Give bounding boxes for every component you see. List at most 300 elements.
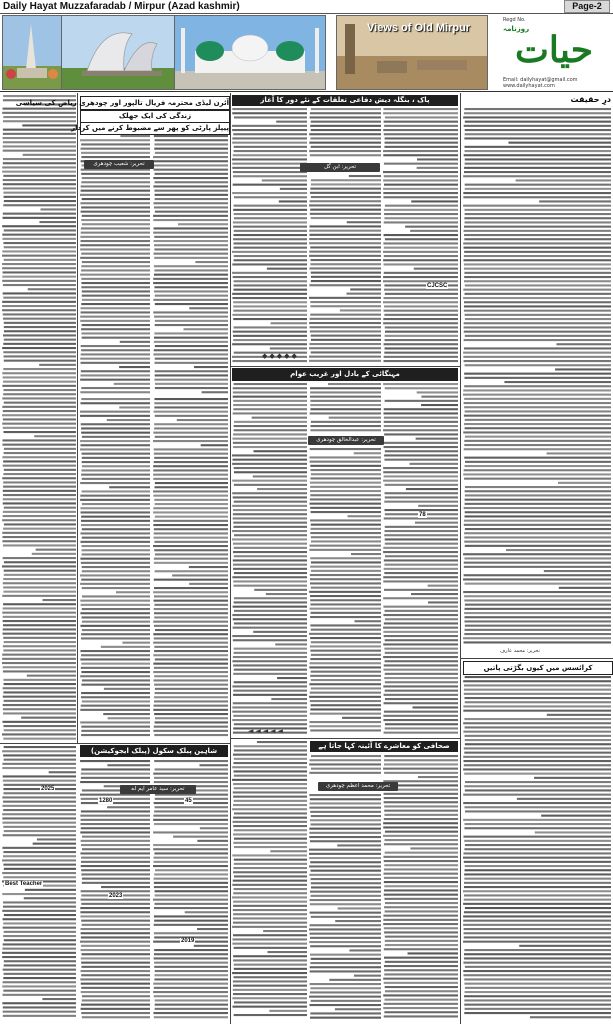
text-line [384,255,458,257]
text-line [384,247,458,249]
text-line [39,221,76,223]
text-line [383,242,458,244]
text-line [463,356,611,358]
text-line [80,320,150,322]
text-line [232,480,307,482]
text-line [309,865,381,867]
text-line [153,642,228,644]
text-line [234,758,307,760]
text-line [4,960,76,962]
text-line [310,899,381,901]
text-line [81,156,150,158]
text-line [42,998,76,1000]
text-line [2,658,76,660]
text-line [234,622,307,624]
text-line [81,903,150,905]
text-line [82,848,150,850]
text-line [2,662,76,664]
text-line [464,520,611,522]
text-line [233,618,307,620]
text-line [82,295,150,297]
text-line [3,578,76,580]
text-line [309,666,381,668]
text-line [3,628,76,630]
text-line [385,618,458,620]
text-line [311,958,381,960]
text-line [383,129,458,131]
text-line [277,677,307,679]
text-line [154,411,228,413]
text-line [310,608,381,610]
text-line [310,1017,381,1019]
text-line [154,453,228,455]
text-line [114,383,150,385]
text-line [340,309,381,311]
text-line [81,1008,150,1010]
text-line [80,248,150,250]
text-line [310,603,381,605]
text-line [384,314,458,316]
text-line [3,427,76,429]
text-line [2,612,76,614]
text-line [82,616,150,618]
text-line [421,404,458,406]
text-line [384,801,458,803]
text-line [271,322,307,324]
text-line [465,726,611,728]
text-line [384,793,458,795]
text-line [3,410,76,412]
text-line [2,796,76,798]
text-line [232,972,307,974]
text-line [463,637,611,639]
text-line [183,328,228,330]
text-line [310,966,381,968]
text-line [81,637,150,639]
page-number-badge: Page-2 [564,0,610,13]
text-line [463,962,611,964]
text-line [383,631,458,633]
text-line [154,700,228,702]
text-line [415,522,458,524]
text-line [155,629,228,631]
text-line [384,209,458,211]
text-line [465,604,611,606]
text-line [384,982,458,984]
text-line [310,729,381,731]
text-line [385,555,458,557]
text-line [154,612,228,614]
text-line [311,196,381,198]
text-line [463,196,611,198]
text-line [154,265,228,267]
text-line [101,886,150,888]
text-line [4,914,76,916]
text-line [153,156,228,158]
text-line [153,899,228,901]
text-line [3,376,76,378]
text-line [384,433,458,435]
text-line [155,903,228,905]
text-line [465,789,611,791]
text-line [80,815,150,817]
text-line [2,414,76,416]
text-line [384,184,458,186]
text-line [82,1016,150,1018]
text-line [465,966,611,968]
text-line [3,809,76,811]
text-line [384,163,458,165]
text-line [383,580,458,582]
text-line [233,989,307,991]
text-line [233,585,307,587]
text-line [465,158,611,160]
text-line [232,997,307,999]
text-line [464,457,611,459]
text-line [155,553,228,555]
text-line [464,557,611,559]
text-line [233,913,307,915]
text-line [385,116,458,118]
column-rule [230,93,231,1024]
text-line [232,129,307,131]
text-line [3,502,76,504]
text-line [3,116,76,118]
text-line [385,335,458,337]
text-line [279,200,307,202]
section-rule [0,743,230,744]
text-line [154,924,228,926]
text-line [232,614,307,616]
text-line [3,696,76,698]
text-line [384,965,458,967]
text-line [3,780,76,782]
text-line [310,301,381,303]
text-line [383,280,458,282]
text-line [197,928,228,930]
text-line [383,322,458,324]
text-line [232,112,307,114]
text-line [2,112,76,114]
text-line [81,332,150,334]
text-line [234,213,307,215]
text-line [383,480,458,482]
text-line [385,727,458,729]
text-line [232,142,307,144]
text-line [80,391,150,393]
text-line [3,935,76,937]
text-line [234,976,307,978]
text-line [80,274,150,276]
text-line [309,242,381,244]
text-line [2,385,76,387]
text-line [154,532,228,534]
text-line [3,943,76,945]
text-line [232,314,307,316]
text-line [385,205,458,207]
text-line [464,957,611,959]
text-line [3,393,76,395]
text-line [233,833,307,835]
text-line [465,735,611,737]
text-line [310,861,381,863]
text-line [383,251,458,253]
text-line [233,938,307,940]
text-line [234,597,307,599]
text-line [82,465,150,467]
text-line [463,924,611,926]
text-line [384,133,458,135]
text-line [385,293,458,295]
text-line [233,305,307,307]
text-line [80,941,150,943]
text-line [384,885,458,887]
text-line [335,1008,381,1010]
text-line [311,146,381,148]
text-line [310,637,381,639]
text-line [3,292,76,294]
politics-headline-1: آئرن لیڈی محترمہ فریال تالپور اور چودھری ریاض کی سیاسی [80,96,230,110]
text-line [233,880,307,882]
text-line [3,381,76,383]
text-line [2,305,76,307]
text-line [3,120,76,122]
text-line [3,901,76,903]
text-line [233,339,307,341]
text-line [310,599,381,601]
text-line [2,519,76,521]
text-line [309,234,381,236]
text-line [4,355,76,357]
text-line [465,213,611,215]
text-line [232,192,307,194]
text-line [464,322,611,324]
text-line [154,587,228,589]
text-line [270,347,307,349]
text-line [310,798,381,800]
text-line [384,763,458,765]
text-line [155,869,228,871]
text-line [384,534,458,536]
text-line [463,389,611,391]
text-line [338,907,381,909]
text-line [4,570,76,572]
text-line [310,658,381,660]
figure-78: 78 [419,512,426,518]
text-line [310,192,381,194]
text-line [464,171,611,173]
text-line [310,1012,381,1014]
text-line [154,734,228,736]
old-mirpur-photo [336,15,488,90]
text-line [80,358,150,360]
text-line [309,996,381,998]
text-line [383,171,458,173]
text-line [465,907,611,909]
text-line [275,643,307,645]
text-line [233,959,307,961]
text-line [384,969,458,971]
text-line [3,582,76,584]
text-line [153,524,228,526]
text-line [233,396,307,398]
text-line [544,570,611,572]
text-line [233,955,307,957]
text-line [383,835,458,837]
text-line [271,698,307,700]
text-line [354,975,381,977]
text-line [3,712,76,714]
text-line [3,158,76,160]
text-line [153,865,228,867]
text-line [234,775,307,777]
text-line [3,460,76,462]
text-line [384,635,458,637]
text-line [82,215,150,217]
text-line [234,217,307,219]
text-line [81,516,150,518]
text-line [539,200,611,202]
text-line [384,889,458,891]
text-line [310,645,381,647]
text-line [4,746,76,748]
text-line [349,949,381,951]
text-line [384,454,458,456]
text-line [153,831,228,833]
text-line [23,154,76,156]
text-line [232,293,307,295]
text-line [384,810,458,812]
text-line [200,827,228,829]
text-line [153,591,228,593]
text-line [463,802,611,804]
text-line [310,721,381,723]
text-line [464,272,611,274]
text-line [465,583,611,585]
text-line [234,947,307,949]
text-line [464,377,611,379]
text-line [81,469,150,471]
text-line [82,621,150,623]
text-line [516,179,611,181]
text-line [155,415,228,417]
text-line [384,121,458,123]
text-line [385,543,458,545]
text-line [80,558,150,560]
text-line [233,318,307,320]
text-line [383,656,458,658]
text-line [310,675,381,677]
text-line [3,486,76,488]
text-line [309,772,381,774]
text-line [385,400,458,402]
text-line [154,240,228,242]
text-line [559,587,611,589]
text-line [154,705,228,707]
text-line [2,654,76,656]
text-line [3,620,76,622]
text-line [153,177,228,179]
masthead-regd: Regd No. [503,17,526,23]
text-line [2,263,76,265]
text-line [81,278,150,280]
text-line [508,142,611,144]
text-line [81,190,150,192]
text-line [2,234,76,236]
text-line [464,1004,611,1006]
text-line [234,572,307,574]
text-line [155,570,228,572]
text-line [154,290,228,292]
politics-headline-3: پیپلز پارٹی کو پھر سے مضبوط کرنے میں کردار [80,122,230,135]
text-line [33,843,76,845]
text-line [153,633,228,635]
text-line [232,125,307,127]
text-line [384,297,458,299]
text-line [383,768,458,770]
text-line [233,627,307,629]
text-line [116,591,150,593]
letter-headline: کرائسس میں کیوں بگڑتی پاتیں [463,661,613,675]
text-line [155,436,228,438]
text-line [234,1014,307,1016]
editorial-title: درِ حقیقت [463,95,611,105]
text-line [535,831,611,833]
text-line [350,288,381,290]
masthead [500,15,613,90]
text-line [153,282,228,284]
text-line [464,693,611,695]
text-line [153,490,228,492]
text-line [383,919,458,921]
text-line [384,442,458,444]
text-line [233,993,307,995]
text-line [155,374,228,376]
text-line [153,520,228,522]
text-line [4,931,76,933]
text-line [233,673,307,675]
text-line [384,221,458,223]
text-line [4,469,76,471]
text-line [154,966,228,968]
text-line [233,791,307,793]
text-line [383,643,458,645]
text-line [384,948,458,950]
header-bar [0,0,613,14]
text-line [465,499,611,501]
text-line [465,528,611,530]
text-line [3,175,76,177]
text-line [155,717,228,719]
text-line [465,1008,611,1010]
text-line [383,383,458,385]
text-line [233,564,307,566]
text-line [234,471,307,473]
text-line [232,167,307,169]
text-line [153,671,228,673]
text-line [4,360,76,362]
text-line [464,932,611,934]
text-line [385,999,458,1001]
text-line [311,421,381,423]
text-line [3,511,76,513]
text-line [81,873,150,875]
text-line [329,417,381,419]
text-line [37,838,76,840]
text-line [385,137,458,139]
text-line [154,160,228,162]
text-line [311,1000,381,1002]
